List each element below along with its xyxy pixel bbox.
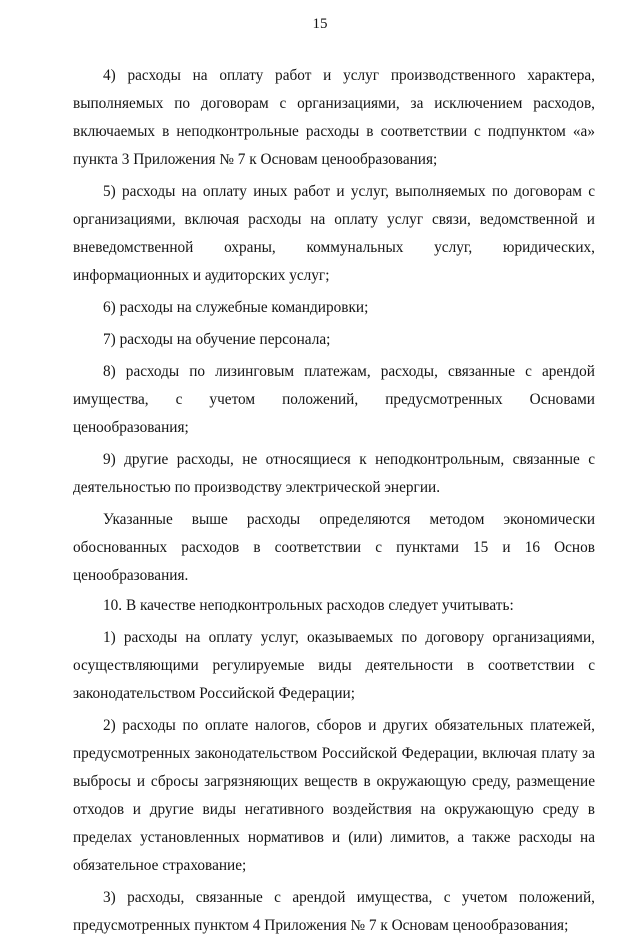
paragraph-item-7: 7) расходы на обучение персонала;	[103, 331, 331, 348]
paragraph-item-4: 4) расходы на оплату работ и услуг производственного характера, выполняемых по договорам с организациями, за исключением расходов, включаемых в неподконтрольные расходы в соответствии с подпунктом «а» пункта 3 Приложения № 7 к Основам ценообразования;	[73, 67, 595, 168]
paragraph-uncontrolled-1: 1) расходы на оплату услуг, оказываемых по договору организациями, осуществляющими регулируемые виды деятельности в соответствии с законодательством Российской Федерации;	[73, 629, 595, 702]
paragraph-item-5: 5) расходы на оплату иных работ и услуг, выполняемых по договорам с организациями, включая расходы на оплату услуг связи, ведомственной и вневедомственной охраны, коммунальных услуг, юридических, информационных и аудиторских услуг;	[73, 183, 595, 284]
page-number: 15	[312, 16, 328, 32]
paragraph-item-8: 8) расходы по лизинговым платежам, расходы, связанные с арендой имущества, с учетом положений, предусмотренных Основами ценообразования;	[73, 363, 595, 436]
paragraph-section-10: 10. В качестве неподконтрольных расходов следует учитывать:	[103, 597, 514, 614]
paragraph-uncontrolled-2: 2) расходы по оплате налогов, сборов и других обязательных платежей, предусмотренных законодательством Российской Федерации, включая плату за выбросы и сбросы загрязняющих веществ в окружающую среду, размещение отходов и другие виды негативного воздействия на окружающую среду в пределах установленных нормативов и (или) лимитов, а также расходы на обязательное страхование;	[73, 717, 595, 874]
paragraph-item-9: 9) другие расходы, не относящиеся к неподконтрольным, связанные с деятельностью по производству электрической энергии.	[73, 451, 595, 496]
document-body	[73, 62, 595, 940]
paragraph-item-6: 6) расходы на служебные командировки;	[103, 299, 369, 316]
paragraph-uncontrolled-3: 3) расходы, связанные с арендой имущества, с учетом положений, предусмотренных пунктом 4 Приложения № 7 к Основам ценообразования;	[73, 889, 595, 934]
paragraph-method-note: Указанные выше расходы определяются методом экономически обоснованных расходов в соответствии с пунктами 15 и 16 Основ ценообразования.	[73, 511, 595, 584]
